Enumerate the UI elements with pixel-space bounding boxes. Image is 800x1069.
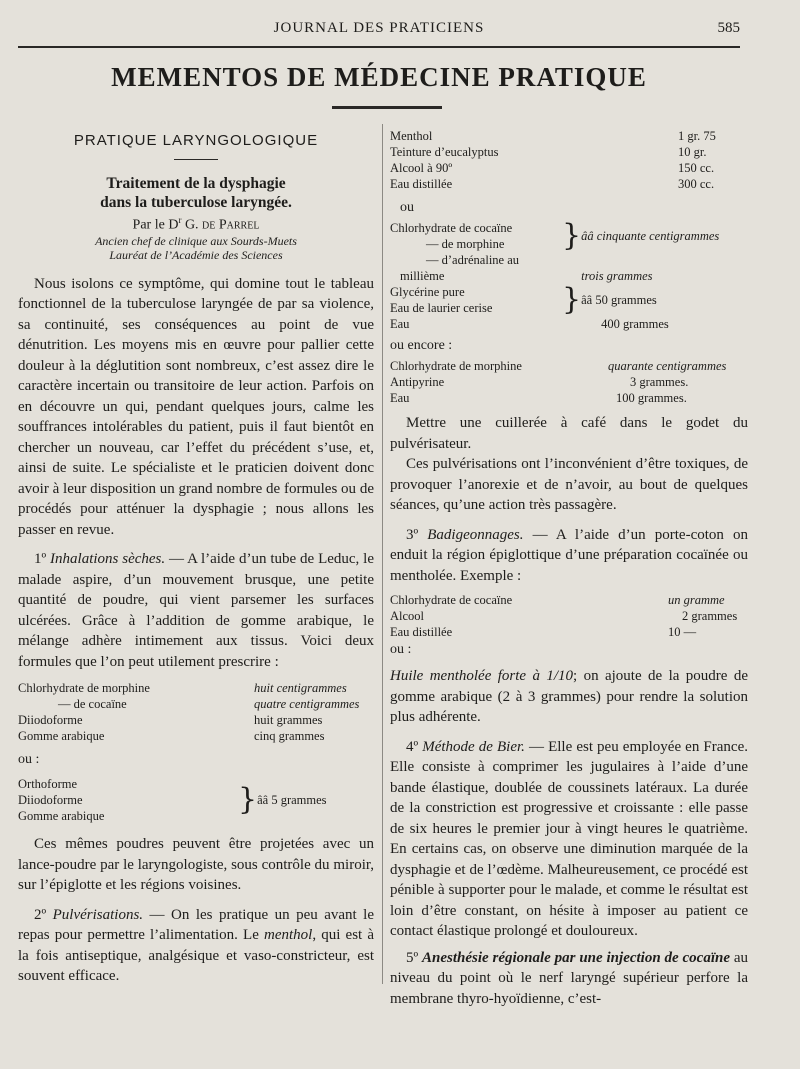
badigeonnages-text: — A l’aide d’un porte-coton on enduit la région épiglottique d’une préparation cocaïnée ou mentholée. Exemple : <box>390 526 748 584</box>
inhalations-title: Inhalations sèches. <box>50 551 166 568</box>
or-label: ou : <box>390 642 412 657</box>
rx-row <box>18 776 374 792</box>
rx-dose: quatre centigrammes <box>254 697 360 712</box>
bier-number: 4º <box>406 738 419 755</box>
rx-row <box>18 712 374 728</box>
rx-row <box>18 696 374 712</box>
rx-row <box>390 220 748 236</box>
huile-paragraph <box>390 666 748 728</box>
column-divider <box>382 124 383 984</box>
rx-ingredient: Chlorhydrate de cocaïne <box>390 593 513 607</box>
prescription-5 <box>390 358 748 406</box>
left-column <box>18 128 374 987</box>
mettre-paragraph: Mettre une cuillerée à café dans le godet du pulvérisateur. <box>390 415 748 452</box>
page-number: 585 <box>717 20 740 36</box>
rx-ingredient: Eau distillée <box>390 625 453 639</box>
or-label: ou : <box>18 752 40 768</box>
rx-ingredient: Gomme arabique <box>18 809 105 824</box>
rx-ingredient: millième <box>400 269 445 283</box>
rx-row <box>390 176 748 192</box>
rx-row <box>390 358 748 374</box>
brace-glyph: } <box>238 782 258 818</box>
badigeonnages-number: 3º <box>406 526 419 543</box>
rx-row <box>390 608 748 624</box>
inhalations-text: — A l’aide d’un tube de Leduc, le malade aspire, d’un mouvement brusque, une petite quantité de poudre, qui vient parsemer les surfaces ulcérées. Grâce à l’addition de gomme arabique, le mélange adhère intimement aux tissus. Voici deux formules que l’on peut utilement prescrire : <box>18 551 374 670</box>
rx-ingredient: — d’adrénaline au <box>426 253 520 267</box>
running-head <box>18 18 740 42</box>
rx-row <box>390 144 748 160</box>
pulverisations-title: Pulvérisations. <box>52 906 144 923</box>
intro-paragraph: Nous isolons ce symptôme, qui domine tout le tableau fonctionnel de la tuberculose laryngée de par sa violence, sa continuité, ses conséquences au point de vue dénutrition. Les moyens mis en œuvre pour pallier cette douleur à la déglutition sont nombreux, c’est assez dire le caractère incertain ou transitoire de leur action. Parfois on en découvre un qui, pendant quelques jours, calme les souffrances intolérables du patient, puis il faut bientôt en chercher un nouveau, car l’effet du précédent s’use, et, ainsi de suite. Le spécialiste et le praticien doivent donc avoir à leur disposition un grand nombre de formules ou de procédés pour atténuer la dysphagie ; nous allons les passer en revue. <box>18 275 374 538</box>
anesthesie-number: 5º <box>406 949 419 966</box>
section-rule <box>174 159 218 160</box>
rx-dose: 400 grammes <box>601 317 669 331</box>
author-affiliation-2: Lauréat de l’Académie des Sciences <box>109 247 283 262</box>
inhalations-paragraph <box>18 549 374 672</box>
bier-paragraph <box>390 737 748 942</box>
rx-dose: un gramme <box>668 593 725 607</box>
rx-row <box>390 374 748 390</box>
rx-row <box>390 160 748 176</box>
rx-ingredient: Chlorhydrate de cocaïne <box>390 221 513 235</box>
prescription-2 <box>18 776 374 824</box>
rx-row <box>390 390 748 406</box>
rx-dose: 1 gr. 75 <box>678 129 716 143</box>
rx-dose: quarante centigrammes <box>608 359 727 373</box>
rx-row <box>390 128 748 144</box>
anesthesie-paragraph <box>390 948 748 1010</box>
section-heading: PRATIQUE LARYNGOLOGIQUE <box>73 132 319 149</box>
rx-dose: 3 grammes. <box>630 375 689 389</box>
rx-dose: 300 cc. <box>678 177 715 191</box>
right-column <box>390 128 748 1009</box>
or-label: ou <box>400 200 414 215</box>
journal-title: JOURNAL DES PRATICIENS <box>273 20 485 36</box>
toxicity-paragraph: Ces pulvérisations ont l’inconvénient d’être toxiques, de provoquer l’anorexie et de n’avoir, au bout de quelques séances, qu’une action très passagère. <box>390 456 748 513</box>
huile-text: ; on ajoute de la poudre de gomme arabique (2 à 3 grammes) pour rendre la solution plus adhérente. <box>390 668 748 725</box>
rx-ingredient: Menthol <box>390 129 433 143</box>
bier-text: — Elle est peu employée en France. Elle consiste à comprimer les jugulaires à l’aide d’une bande élastique, doublée de coussinets latéraux. La durée de la constriction est progressive et croissante : elle passe de six heures le premier jour à vingt heures le quatrième. En certains cas, on observe une diminution marquée de la dysphagie et de l’œdème. Malheureusement, ce procédé est pénible à supporter pour le malade, et comme le résultat est loin d’être constant, on hésite à imposer au patient ce contact élastique prolongé et douloureux. <box>390 738 748 939</box>
rx-ingredient: Antipyrine <box>390 375 445 389</box>
rx-row <box>18 680 374 696</box>
article-title <box>18 174 374 212</box>
rx-dose: huit centigrammes <box>254 681 347 696</box>
article-title-line-1: Traitement de la dysphagie <box>106 175 286 192</box>
prescription-1 <box>18 680 374 744</box>
rx-ingredient: Eau <box>390 391 410 405</box>
rx-ingredient: Diiodoforme <box>18 793 83 808</box>
rx-ingredient: Teinture d’eucalyptus <box>390 145 499 159</box>
rx-ingredient: Alcool <box>390 609 425 623</box>
anesthesie-title: Anesthésie régionale par une injection de cocaïne <box>422 949 730 966</box>
huile-title: Huile mentholée forte à 1/10 <box>390 668 574 684</box>
rx-row <box>390 592 748 608</box>
inhalations-number: 1º <box>34 551 47 568</box>
rx-dose: 10 gr. <box>678 145 707 159</box>
rx-ingredient: Chlorhydrate de morphine <box>390 359 522 373</box>
rx-ingredient: Eau distillée <box>390 177 453 191</box>
rx-ingredient: — de morphine <box>426 237 505 251</box>
pulverisations-text-a: — On les pratique un peu avant le repas pour permettre l’alimentation. Le <box>18 906 375 944</box>
rx-ingredient: Orthoforme <box>18 777 78 792</box>
bier-title: Méthode de Bier. <box>422 738 525 755</box>
brace-glyph: } <box>562 218 582 253</box>
brace-glyph: } <box>562 282 582 317</box>
main-title: MEMENTOS DE MÉDECINE PRATIQUE <box>111 62 647 92</box>
rx-ingredient: Alcool à 90º <box>390 161 453 175</box>
prescription-3 <box>390 128 748 192</box>
rx-row <box>390 316 748 332</box>
rx-row <box>390 252 748 268</box>
prescription-6 <box>390 592 748 640</box>
rx-ingredient: Eau de laurier cerise <box>390 301 493 315</box>
rx-ingredient: Chlorhydrate de morphine <box>18 681 150 696</box>
rx-dose: 2 grammes <box>682 609 738 623</box>
author-name: G. de Parrel <box>184 217 260 233</box>
prescription-4 <box>390 220 748 332</box>
article-title-line-2: dans la tuberculose laryngée. <box>100 194 292 211</box>
pulverisations-number: 2º <box>34 906 47 923</box>
rx-dose: ââ 5 grammes <box>257 793 327 808</box>
rx-ingredient: Glycérine pure <box>390 285 465 299</box>
rx-row <box>390 284 748 300</box>
powders-paragraph: Ces mêmes poudres peuvent être projetées avec un lance-poudre par le laryngologiste, sous contrôle du miroir, sur l’épiglotte et les régions voisines. <box>18 836 374 894</box>
or-label: ou encore : <box>390 338 453 353</box>
badigeonnages-title: Badigeonnages. <box>427 526 524 543</box>
title-rule <box>332 106 442 109</box>
pulverisations-text-b: , qui est à la fois antiseptique, analgésique et vaso-constricteur, est souvent efficace. <box>18 927 374 985</box>
rx-row <box>390 624 748 640</box>
menthol-word: menthol <box>264 927 313 944</box>
rx-dose: 10 — <box>668 625 697 639</box>
rx-dose: ââ 50 grammes <box>581 293 657 307</box>
rx-dose: trois grammes <box>581 269 653 283</box>
rx-ingredient: Diiodoforme <box>18 713 83 728</box>
rx-dose: cinq grammes <box>254 729 325 744</box>
author-affiliation-1: Ancien chef de clinique aux Sourds-Muets <box>95 233 297 248</box>
author-prefix-sup: r <box>178 215 182 225</box>
rx-ingredient: — de cocaïne <box>58 697 127 712</box>
anesthesie-text: au niveau du point où le nerf laryngé supérieur perfore la membrane thyro-hyoïdienne, c’est- <box>390 949 748 1007</box>
rx-ingredient: Eau <box>390 317 410 331</box>
rx-dose: ââ cinquante centigrammes <box>581 229 720 243</box>
article-author <box>18 215 374 234</box>
pulverisations-paragraph <box>18 905 374 987</box>
rx-dose: 150 cc. <box>678 161 715 175</box>
rx-dose: huit grammes <box>254 713 323 728</box>
rx-row <box>18 728 374 744</box>
rx-dose: 100 grammes. <box>616 391 687 405</box>
author-prefix: Par le D <box>132 217 179 233</box>
rx-ingredient: Gomme arabique <box>18 729 105 744</box>
header-rule <box>18 46 740 48</box>
badigeonnages-paragraph <box>390 525 748 587</box>
